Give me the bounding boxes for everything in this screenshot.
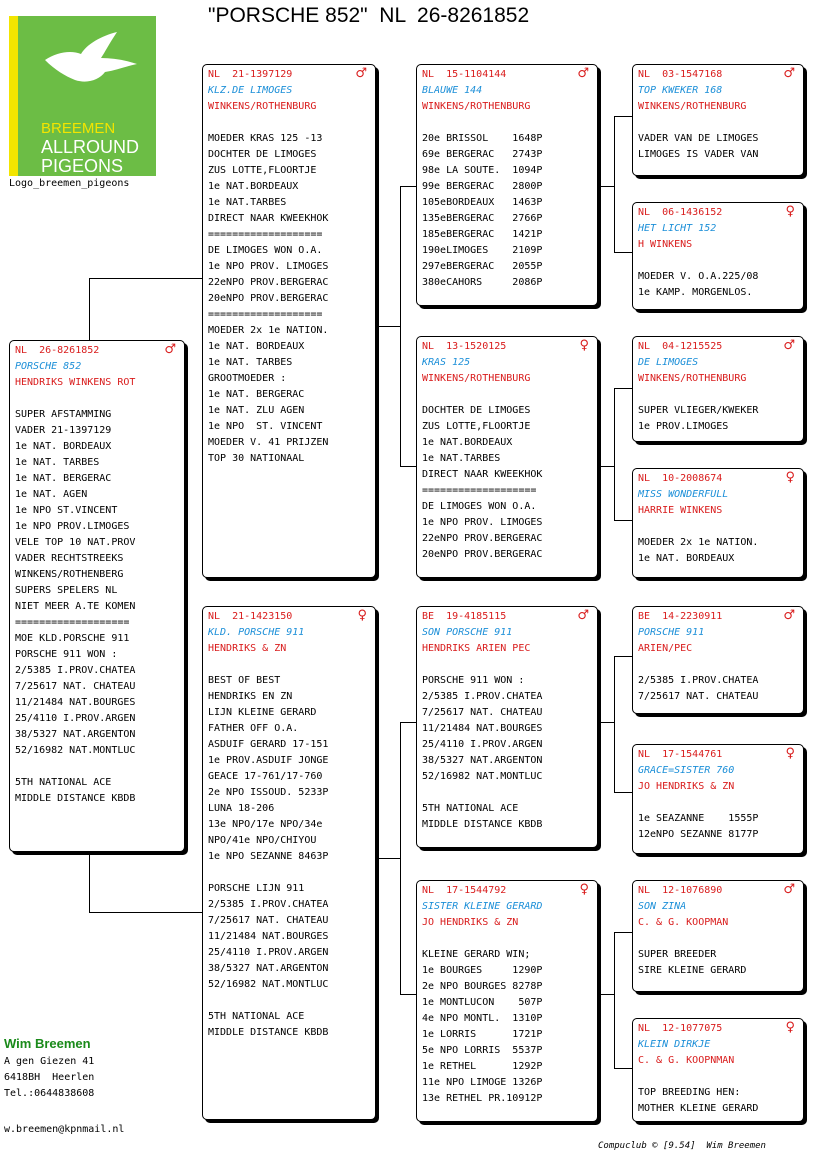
owner-name: WINKENS/ROTHENBURG bbox=[638, 373, 747, 384]
pedigree-line: 98e LA SOUTE. 1094P bbox=[422, 165, 543, 176]
pedigree-line: DE LIMOGES WON O.A. bbox=[422, 501, 537, 512]
pedigree-line: DIRECT NAAR KWEEKHOK bbox=[422, 469, 543, 480]
pedigree-line: SUPER VLIEGER/KWEKER bbox=[638, 405, 759, 416]
pedigree-line: 12eNPO SEZANNE 8177P bbox=[638, 829, 759, 840]
pedigree-line: 38/5327 NAT.ARGENTON bbox=[15, 729, 136, 740]
connector bbox=[614, 1068, 632, 1069]
pigeon-card-sdd bbox=[632, 468, 804, 578]
pedigree-line: TOP BREEDING HEN: bbox=[638, 1087, 741, 1098]
pedigree-line: 52/16982 NAT.MONTLUC bbox=[422, 771, 543, 782]
address-line: A gen Giezen 41 bbox=[4, 1056, 95, 1067]
pedigree-line: 25/4110 I.PROV.ARGEN bbox=[208, 947, 329, 958]
owner-name: C. & G. KOOPNMAN bbox=[638, 1055, 735, 1066]
sex-symbol-icon: ♂ bbox=[577, 66, 589, 81]
pedigree-line: =================== bbox=[208, 309, 323, 320]
pedigree-line bbox=[208, 657, 375, 673]
pedigree-line: 1e BOURGES 1290P bbox=[422, 965, 543, 976]
connector bbox=[614, 932, 632, 933]
connector bbox=[400, 186, 401, 466]
sex-symbol-icon: ♀ bbox=[579, 882, 589, 897]
pedigree-line: MOEDER KRAS 125 -13 bbox=[208, 133, 323, 144]
pedigree-line bbox=[208, 865, 375, 881]
pigeon-name: KLZ.DE LIMOGES bbox=[208, 85, 293, 96]
pedigree-line: 1e PROV.LIMOGES bbox=[638, 421, 729, 432]
sex-symbol-icon: ♂ bbox=[355, 66, 367, 81]
pedigree-line: 1e NPO ST. VINCENT bbox=[208, 421, 323, 432]
pedigree-line: 1e MONTLUCON 507P bbox=[422, 997, 543, 1008]
pedigree-line: 22eNPO PROV.BERGERAC bbox=[422, 533, 543, 544]
logo-yellow-bar bbox=[9, 16, 18, 176]
connector bbox=[400, 722, 401, 994]
pigeon-card-ssd bbox=[632, 202, 804, 310]
logo-line-3: PIGEONS bbox=[41, 156, 124, 176]
pedigree-line: 5e NPO LORRIS 5537P bbox=[422, 1045, 543, 1056]
pigeon-name: SISTER KLEINE GERARD bbox=[422, 901, 543, 912]
sex-symbol-icon: ♀ bbox=[579, 338, 589, 353]
pedigree-line: 7/25617 NAT. CHATEAU bbox=[638, 691, 759, 702]
pedigree-line bbox=[208, 993, 375, 1009]
ring-number: NL 10-2008674 bbox=[638, 473, 723, 484]
pedigree-line: 1e NAT. AGEN bbox=[15, 489, 88, 500]
pedigree-line: 22eNPO PROV.BERGERAC bbox=[208, 277, 329, 288]
sex-symbol-icon: ♂ bbox=[577, 608, 589, 623]
pedigree-line: 1e NAT. BERGERAC bbox=[208, 389, 305, 400]
address-line: Tel.:0644838608 bbox=[4, 1088, 95, 1099]
pedigree-line: 135eBERGERAC 2766P bbox=[422, 213, 543, 224]
pedigree-line: DOCHTER DE LIMOGES bbox=[208, 149, 317, 160]
connector bbox=[614, 116, 615, 252]
ring-number: NL 21-1423150 bbox=[208, 611, 293, 622]
pedigree-line: 190eLIMOGES 2109P bbox=[422, 245, 543, 256]
pedigree-line: HENDRIKS EN ZN bbox=[208, 691, 293, 702]
connector bbox=[400, 466, 416, 467]
pedigree-line: 1e PROV.ASDUIF JONGE bbox=[208, 755, 329, 766]
pedigree-line: SIRE KLEINE GERARD bbox=[638, 965, 747, 976]
pedigree-line: =================== bbox=[422, 485, 537, 496]
connector bbox=[400, 994, 416, 995]
pedigree-line: NPO/41e NPO/CHIYOU bbox=[208, 835, 317, 846]
pigeon-name: BLAUWE 144 bbox=[422, 85, 483, 96]
pedigree-line: MIDDLE DISTANCE KBDB bbox=[15, 793, 136, 804]
pedigree-line bbox=[422, 931, 597, 947]
pedigree-line: TOP 30 NATIONAAL bbox=[208, 453, 305, 464]
pigeon-icon bbox=[43, 30, 139, 90]
connector bbox=[89, 852, 90, 912]
pedigree-line bbox=[208, 115, 375, 131]
pedigree-line: VADER RECHTSTREEKS bbox=[15, 553, 124, 564]
owner-name: ARIEN/PEC bbox=[638, 643, 693, 654]
pedigree-line bbox=[422, 115, 597, 131]
pedigree-line: 297eBERGERAC 2055P bbox=[422, 261, 543, 272]
pedigree-line: 5TH NATIONAL ACE bbox=[422, 803, 519, 814]
pedigree-line: 1e NAT. BORDEAUX bbox=[15, 441, 112, 452]
pedigree-line bbox=[638, 1069, 803, 1085]
footer-credit: Compuclub © [9.54] Wim Breemen bbox=[598, 1141, 766, 1151]
pedigree-line: PORSCHE 911 WON : bbox=[15, 649, 118, 660]
connector bbox=[614, 252, 632, 253]
pigeon-name: SON PORSCHE 911 bbox=[422, 627, 513, 638]
breeder-email[interactable]: w.breemen@kpnmail.nl bbox=[4, 1124, 125, 1135]
pedigree-line: WINKENS/ROTHENBERG bbox=[15, 569, 124, 580]
owner-name: HENDRIKS & ZN bbox=[208, 643, 287, 654]
pedigree-line: FATHER OFF O.A. bbox=[208, 723, 299, 734]
pedigree-line: ZUS LOTTE,FLOORTJE bbox=[208, 165, 317, 176]
pedigree-line: 380eCAHORS 2086P bbox=[422, 277, 543, 288]
pedigree-line bbox=[15, 391, 184, 407]
pigeon-card-dam bbox=[202, 606, 376, 1120]
pedigree-line: 11/21484 NAT.BOURGES bbox=[422, 723, 543, 734]
pedigree-line: GROOTMOEDER : bbox=[208, 373, 287, 384]
logo-line-1: BREEMEN bbox=[41, 120, 116, 137]
connector bbox=[89, 278, 204, 279]
pigeon-card-sire bbox=[202, 64, 376, 578]
pedigree-line bbox=[15, 759, 184, 775]
pedigree-line: 2/5385 I.PROV.CHATEA bbox=[15, 665, 136, 676]
owner-name: C. & G. KOOPMAN bbox=[638, 917, 729, 928]
sex-symbol-icon: ♀ bbox=[357, 608, 367, 623]
pedigree-line: 25/4110 I.PROV.ARGEN bbox=[422, 739, 543, 750]
pedigree-line: NIET MEER A.TE KOMEN bbox=[15, 601, 136, 612]
pedigree-line: VADER 21-1397129 bbox=[15, 425, 112, 436]
pedigree-line: 13e NPO/17e NPO/34e bbox=[208, 819, 323, 830]
pedigree-line bbox=[638, 115, 803, 131]
pedigree-line: 38/5327 NAT.ARGENTON bbox=[208, 963, 329, 974]
owner-name: WINKENS/ROTHENBURG bbox=[422, 101, 531, 112]
pigeon-name: MISS WONDERFULL bbox=[638, 489, 729, 500]
pedigree-line: MOE KLD.PORSCHE 911 bbox=[15, 633, 130, 644]
pigeon-card-sss bbox=[632, 64, 804, 176]
pedigree-line: 52/16982 NAT.MONTLUC bbox=[208, 979, 329, 990]
pedigree-line: 1e NAT. BERGERAC bbox=[15, 473, 112, 484]
connector bbox=[614, 388, 615, 520]
connector bbox=[376, 858, 400, 859]
pedigree-line: 5TH NATIONAL ACE bbox=[15, 777, 112, 788]
pigeon-card-sds bbox=[632, 336, 804, 442]
sex-symbol-icon: ♀ bbox=[785, 746, 795, 761]
sex-symbol-icon: ♂ bbox=[783, 882, 795, 897]
pedigree-line: 2e NPO BOURGES 8278P bbox=[422, 981, 543, 992]
pedigree-line: PORSCHE 911 WON : bbox=[422, 675, 525, 686]
pedigree-line: ASDUIF GERARD 17-151 bbox=[208, 739, 329, 750]
pedigree-line: LIMOGES IS VADER VAN bbox=[638, 149, 759, 160]
pedigree-line: 7/25617 NAT. CHATEAU bbox=[422, 707, 543, 718]
pedigree-line bbox=[638, 253, 803, 269]
ring-number: NL 13-1520125 bbox=[422, 341, 507, 352]
pedigree-line: MOEDER 2x 1e NATION. bbox=[638, 537, 759, 548]
pedigree-line: 1e NPO ST.VINCENT bbox=[15, 505, 118, 516]
pedigree-line: 1e KAMP. MORGENLOS. bbox=[638, 287, 753, 298]
ring-number: NL 12-1077075 bbox=[638, 1023, 723, 1034]
owner-name: H WINKENS bbox=[638, 239, 693, 250]
pedigree-line: LUNA 18-206 bbox=[208, 803, 275, 814]
pigeon-name: SON ZINA bbox=[638, 901, 687, 912]
sex-symbol-icon: ♂ bbox=[783, 608, 795, 623]
pedigree-line bbox=[422, 387, 597, 403]
pedigree-line: 1e NAT. BORDEAUX bbox=[208, 341, 305, 352]
connector bbox=[614, 932, 615, 1068]
pedigree-line: SUPER BREEDER bbox=[638, 949, 717, 960]
owner-name: HENDRIKS ARIEN PEC bbox=[422, 643, 531, 654]
pedigree-line: MOEDER V. O.A.225/08 bbox=[638, 271, 759, 282]
pedigree-line: 105eBORDEAUX 1463P bbox=[422, 197, 543, 208]
pigeon-name: GRACE=SISTER 760 bbox=[638, 765, 735, 776]
pedigree-line: MOTHER KLEINE GERARD bbox=[638, 1103, 759, 1114]
connector bbox=[400, 186, 416, 187]
connector bbox=[89, 912, 204, 913]
ring-number: NL 06-1436152 bbox=[638, 207, 723, 218]
owner-name: JO HENDRIKS & ZN bbox=[638, 781, 735, 792]
ring-number: NL 17-1544761 bbox=[638, 749, 723, 760]
pedigree-line: 1e NPO SEZANNE 8463P bbox=[208, 851, 329, 862]
pedigree-line: 13e RETHEL PR.10912P bbox=[422, 1093, 543, 1104]
pedigree-line bbox=[638, 931, 803, 947]
ring-number: NL 04-1215525 bbox=[638, 341, 723, 352]
pigeon-card-sire-dam bbox=[416, 336, 598, 578]
pigeon-name: KLD. PORSCHE 911 bbox=[208, 627, 305, 638]
pedigree-line: =================== bbox=[208, 229, 323, 240]
logo-line-2: ALLROUND bbox=[41, 137, 140, 157]
pedigree-line: 1e LORRIS 1721P bbox=[422, 1029, 543, 1040]
pedigree-line: 1e NAT.TARBES bbox=[422, 453, 501, 464]
ring-number: BE 14-2230911 bbox=[638, 611, 723, 622]
owner-name: WINKENS/ROTHENBURG bbox=[208, 101, 317, 112]
pigeon-card-dam-sire bbox=[416, 606, 598, 848]
pedigree-line bbox=[422, 785, 597, 801]
pigeon-name: TOP KWEKER 168 bbox=[638, 85, 723, 96]
connector bbox=[598, 722, 614, 723]
breeder-address bbox=[4, 1036, 94, 1102]
pedigree-line: 1e NAT. BORDEAUX bbox=[638, 553, 735, 564]
pigeon-name: KRAS 125 bbox=[422, 357, 471, 368]
connector bbox=[614, 792, 632, 793]
connector bbox=[614, 520, 632, 521]
connector bbox=[89, 278, 90, 340]
pedigree-line: 7/25617 NAT. CHATEAU bbox=[15, 681, 136, 692]
ring-number: NL 15-1104144 bbox=[422, 69, 507, 80]
owner-name: HARRIE WINKENS bbox=[638, 505, 723, 516]
pedigree-line bbox=[638, 519, 803, 535]
pedigree-line bbox=[638, 387, 803, 403]
pedigree-line: 1e NAT. TARBES bbox=[15, 457, 100, 468]
pedigree-line: =================== bbox=[15, 617, 130, 628]
pedigree-line: 1e RETHEL 1292P bbox=[422, 1061, 543, 1072]
pedigree-line: 5TH NATIONAL ACE bbox=[208, 1011, 305, 1022]
pigeon-name: DE LIMOGES bbox=[638, 357, 699, 368]
pedigree-line: 7/25617 NAT. CHATEAU bbox=[208, 915, 329, 926]
pedigree-title: "PORSCHE 852" NL 26-8261852 bbox=[208, 4, 530, 27]
pigeon-name: KLEIN DIRKJE bbox=[638, 1039, 711, 1050]
logo-caption: Logo_breemen_pigeons bbox=[9, 178, 130, 189]
sex-symbol-icon: ♀ bbox=[785, 204, 795, 219]
connector bbox=[376, 326, 400, 327]
pedigree-line: KLEINE GERARD WIN; bbox=[422, 949, 531, 960]
pigeon-card-dss bbox=[632, 606, 804, 714]
connector bbox=[598, 466, 614, 467]
pedigree-line bbox=[638, 657, 803, 673]
pedigree-line: 1e NPO PROV.LIMOGES bbox=[15, 521, 130, 532]
connector bbox=[614, 656, 615, 792]
pedigree-line: DIRECT NAAR KWEEKHOK bbox=[208, 213, 329, 224]
pigeon-card-ddd bbox=[632, 1018, 804, 1122]
pedigree-line: 20eNPO PROV.BERGERAC bbox=[422, 549, 543, 560]
pedigree-line: ZUS LOTTE,FLOORTJE bbox=[422, 421, 531, 432]
pedigree-line: 1e NAT. ZLU AGEN bbox=[208, 405, 305, 416]
pedigree-line: 99e BERGERAC 2800P bbox=[422, 181, 543, 192]
pigeon-name: HET LICHT 152 bbox=[638, 223, 717, 234]
pedigree-line: 11e NPO LIMOGE 1326P bbox=[422, 1077, 543, 1088]
sex-symbol-icon: ♀ bbox=[785, 470, 795, 485]
connector bbox=[400, 722, 416, 723]
sex-symbol-icon: ♀ bbox=[785, 1020, 795, 1035]
ring-number: BE 19-4185115 bbox=[422, 611, 507, 622]
pedigree-line: 69e BERGERAC 2743P bbox=[422, 149, 543, 160]
pedigree-line: 4e NPO MONTL. 1310P bbox=[422, 1013, 543, 1024]
pedigree-line: 1e NPO PROV. LIMOGES bbox=[208, 261, 329, 272]
pedigree-line: 11/21484 NAT.BOURGES bbox=[15, 697, 136, 708]
pedigree-line: DOCHTER DE LIMOGES bbox=[422, 405, 531, 416]
pedigree-line: 185eBERGERAC 1421P bbox=[422, 229, 543, 240]
pigeon-card-sire-sire bbox=[416, 64, 598, 306]
address-line: 6418BH Heerlen bbox=[4, 1072, 95, 1083]
pedigree-line bbox=[422, 657, 597, 673]
pedigree-line: PORSCHE LIJN 911 bbox=[208, 883, 305, 894]
pedigree-line: 20e BRISSOL 1648P bbox=[422, 133, 543, 144]
pedigree-line: 52/16982 NAT.MONTLUC bbox=[15, 745, 136, 756]
pedigree-line: 2e NPO ISSOUD. 5233P bbox=[208, 787, 329, 798]
owner-name: WINKENS/ROTHENBURG bbox=[638, 101, 747, 112]
pedigree-line: 1e SEAZANNE 1555P bbox=[638, 813, 759, 824]
pedigree-line: 1e NAT. TARBES bbox=[208, 357, 293, 368]
owner-name: WINKENS/ROTHENBURG bbox=[422, 373, 531, 384]
ring-number: NL 26-8261852 bbox=[15, 345, 100, 356]
sex-symbol-icon: ♂ bbox=[164, 342, 176, 357]
pedigree-line: 2/5385 I.PROV.CHATEA bbox=[422, 691, 543, 702]
breemen-logo bbox=[9, 16, 156, 176]
pigeon-card-dam-dam bbox=[416, 880, 598, 1122]
pigeon-name: PORSCHE 852 bbox=[15, 361, 82, 372]
connector bbox=[614, 116, 632, 117]
pedigree-line bbox=[638, 795, 803, 811]
ring-number: NL 17-1544792 bbox=[422, 885, 507, 896]
pedigree-line: VELE TOP 10 NAT.PROV bbox=[15, 537, 136, 548]
pedigree-line: VADER VAN DE LIMOGES bbox=[638, 133, 759, 144]
pedigree-line: MOEDER V. 41 PRIJZEN bbox=[208, 437, 329, 448]
pedigree-line: 1e NAT.BORDEAUX bbox=[208, 181, 299, 192]
pedigree-line: DE LIMOGES WON O.A. bbox=[208, 245, 323, 256]
pigeon-name: PORSCHE 911 bbox=[638, 627, 705, 638]
pedigree-line: 38/5327 NAT.ARGENTON bbox=[422, 755, 543, 766]
pedigree-line: LIJN KLEINE GERARD bbox=[208, 707, 317, 718]
pigeon-card-dsd bbox=[632, 744, 804, 854]
ring-number: NL 12-1076890 bbox=[638, 885, 723, 896]
sex-symbol-icon: ♂ bbox=[783, 338, 795, 353]
connector bbox=[598, 186, 614, 187]
pigeon-card-subject bbox=[9, 340, 185, 852]
breeder-name: Wim Breemen bbox=[4, 1036, 91, 1051]
pedigree-line: MOEDER 2x 1e NATION. bbox=[208, 325, 329, 336]
connector bbox=[598, 994, 614, 995]
pedigree-line: 1e NAT.BORDEAUX bbox=[422, 437, 513, 448]
pedigree-line: MIDDLE DISTANCE KBDB bbox=[208, 1027, 329, 1038]
pedigree-line: 11/21484 NAT.BOURGES bbox=[208, 931, 329, 942]
pedigree-line: MIDDLE DISTANCE KBDB bbox=[422, 819, 543, 830]
pedigree-line: 1e NAT.TARBES bbox=[208, 197, 287, 208]
pedigree-line: 1e NPO PROV. LIMOGES bbox=[422, 517, 543, 528]
pedigree-line: 2/5385 I.PROV.CHATEA bbox=[638, 675, 759, 686]
sex-symbol-icon: ♂ bbox=[783, 66, 795, 81]
pigeon-card-dds bbox=[632, 880, 804, 992]
ring-number: NL 21-1397129 bbox=[208, 69, 293, 80]
pedigree-line: SUPERS SPELERS NL bbox=[15, 585, 118, 596]
connector bbox=[614, 388, 632, 389]
pedigree-line: SUPER AFSTAMMING bbox=[15, 409, 112, 420]
owner-name: HENDRIKS WINKENS ROT bbox=[15, 377, 136, 388]
pedigree-line: GEACE 17-761/17-760 bbox=[208, 771, 323, 782]
owner-name: JO HENDRIKS & ZN bbox=[422, 917, 519, 928]
pedigree-line: 20eNPO PROV.BERGERAC bbox=[208, 293, 329, 304]
connector bbox=[614, 656, 632, 657]
pedigree-line: 25/4110 I.PROV.ARGEN bbox=[15, 713, 136, 724]
pedigree-line: 2/5385 I.PROV.CHATEA bbox=[208, 899, 329, 910]
pedigree-line: BEST OF BEST bbox=[208, 675, 281, 686]
ring-number: NL 03-1547168 bbox=[638, 69, 723, 80]
